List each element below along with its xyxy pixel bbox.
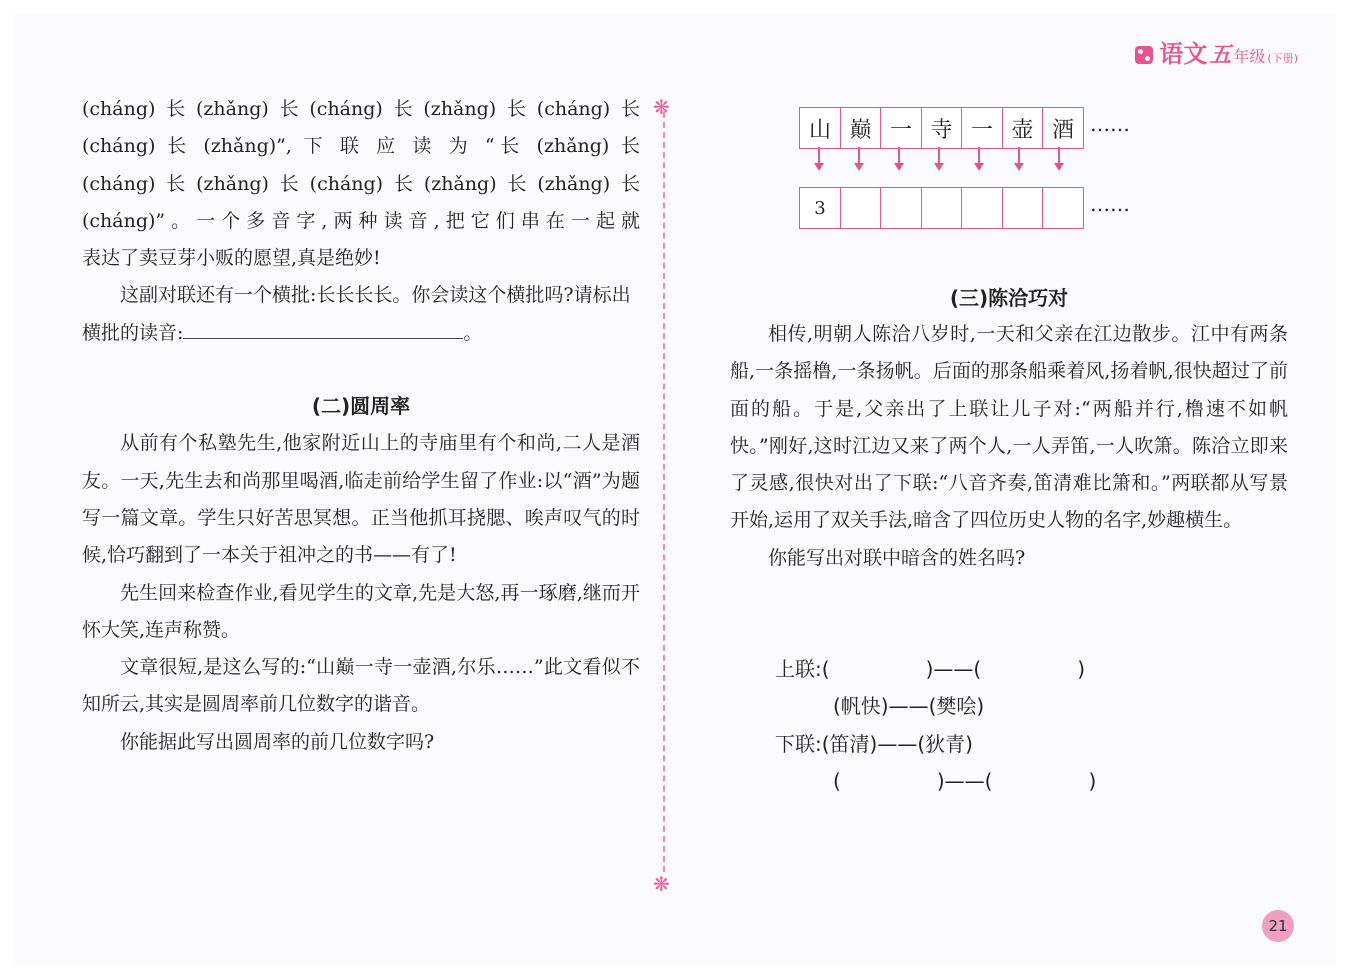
- lower-couplet-label: 下联:: [775, 732, 822, 756]
- question-pi: 你能据此写出圆周率的前几位数字吗?: [120, 730, 435, 753]
- character-grid: [799, 107, 1084, 149]
- grid-cell: 酒: [1042, 107, 1084, 149]
- paren: ): [936, 769, 945, 793]
- lower-couplet-blank-row: [833, 763, 1096, 800]
- digit-cell[interactable]: [921, 187, 963, 229]
- pinyin-line-5: 表达了卖豆芽小贩的愿望,真是绝妙!: [82, 247, 381, 270]
- dash: ——: [933, 657, 974, 681]
- pinyin-line-3: (cháng)长(zhǎng)长(cháng)长(zhǎng)长(zhǎng)长: [82, 172, 640, 195]
- paren: ): [925, 657, 934, 681]
- down-arrow-icon: [959, 147, 999, 173]
- arrow-row: [799, 147, 1079, 173]
- right-column: [730, 316, 1288, 577]
- ellipsis: ……: [1090, 112, 1130, 136]
- story-paragraph-3: 文章很短,是这么写的:“山巅一寺一壶酒,尔乐……”此文看似不知所云,其实是圆周率前几位数字的谐音。: [82, 656, 640, 716]
- header-level: 年级: [1233, 47, 1266, 66]
- grid-cell: 壶: [1002, 107, 1044, 149]
- answer-text: (狄青): [917, 732, 973, 756]
- down-arrow-icon: [879, 147, 919, 173]
- digit-cell[interactable]: [880, 187, 922, 229]
- dice-logo-icon: [1135, 46, 1153, 64]
- dash: ——: [877, 732, 918, 756]
- lower-couplet-row: [775, 726, 973, 763]
- paren: (: [833, 769, 841, 793]
- down-arrow-icon: [799, 147, 839, 173]
- down-arrow-icon: [999, 147, 1039, 173]
- down-arrow-icon: [839, 147, 879, 173]
- question-heng-pi-text: 这副对联还有一个横批:长长长长。你会读这个横批吗?请标出横批的读音:: [82, 284, 631, 344]
- down-arrow-icon: [1039, 147, 1079, 173]
- answer-text: (帆快): [833, 694, 889, 718]
- digit-cell[interactable]: [961, 187, 1003, 229]
- header-grade: 五: [1209, 42, 1232, 68]
- flower-icon: ❋: [653, 872, 670, 896]
- paren: (: [984, 769, 993, 793]
- answer-blank[interactable]: [183, 316, 463, 339]
- column-divider: [663, 112, 665, 872]
- grid-cell: 寺: [921, 107, 963, 149]
- answer-text: (樊哙): [928, 694, 985, 718]
- header-volume: (下册): [1267, 52, 1298, 65]
- pinyin-line-4: (cháng)”。一个多音字,两种读音,把它们串在一起就: [82, 209, 640, 232]
- question-names: 你能写出对联中暗含的姓名吗?: [768, 546, 1026, 569]
- page-number: 21: [1262, 910, 1294, 942]
- paren: (: [973, 657, 982, 681]
- digit-cell[interactable]: [1002, 187, 1044, 229]
- dash: ——: [944, 769, 985, 793]
- ellipsis: ……: [1090, 192, 1130, 216]
- digit-cell[interactable]: [840, 187, 882, 229]
- section-title-chen-qia: (三)陈洽巧对: [949, 286, 1069, 310]
- question-heng-pi: [82, 277, 640, 352]
- answer-text: (笛清): [821, 732, 878, 756]
- paren: ): [1077, 657, 1085, 681]
- upper-couplet-row: [775, 651, 1085, 688]
- grid-cell: 巅: [840, 107, 882, 149]
- upper-couplet-answer: [833, 688, 984, 725]
- chen-qia-story: 相传,明朝人陈洽八岁时,一天和父亲在江边散步。江中有两条船,一条摇橹,一条扬帆。后面的那条船乘着风,扬着帆,很快超过了前面的船。于是,父亲出了上联让儿子对:“两船并行,橹速不如帆快。”刚好,这时江边又来了两个人,一人弄笛,一人吹箫。陈洽立即来了灵感,很快对出了下联:“八音齐奏,笛清难比箫和。”两联都从写景开始,运用了双关手法,暗含了四位历史人物的名字,妙趣横生。: [730, 323, 1288, 532]
- left-column: [82, 91, 640, 761]
- grid-cell: 山: [799, 107, 841, 149]
- question-end-mark: 。: [463, 321, 483, 344]
- story-paragraph-1: 从前有个私塾先生,他家附近山上的寺庙里有个和尚,二人是酒友。一天,先生去和尚那里喝酒,临走前给学生留了作业:以“酒”为题写一篇文章。学生只好苦思冥想。正当他抓耳挠腮、唉声叹气的时候,恰巧翻到了一本关于祖冲之的书——有了!: [82, 432, 640, 567]
- upper-couplet-label: 上联:: [775, 657, 822, 681]
- down-arrow-icon: [919, 147, 959, 173]
- flower-icon: ❋: [653, 95, 670, 119]
- pinyin-line-1: (cháng)长(zhǎng)长(cháng)长(zhǎng)长(cháng)长: [82, 98, 640, 120]
- header-subject: 语文: [1159, 40, 1208, 68]
- grid-cell: 一: [880, 107, 922, 149]
- digit-cell[interactable]: [1042, 187, 1084, 229]
- pinyin-line-2: (cháng) 长 (zhǎng)”, 下 联 应 读 为 “长 (zhǎng) 长: [82, 135, 640, 158]
- section-title-pi: (二)圆周率: [311, 394, 411, 419]
- grid-cell: 一: [961, 107, 1003, 149]
- paren: (: [821, 657, 830, 681]
- digit-grid: [799, 187, 1084, 229]
- dash: ——: [888, 694, 929, 718]
- digit-cell: 3: [799, 187, 841, 229]
- page-header: [1135, 34, 1298, 69]
- story-paragraph-2: 先生回来检查作业,看见学生的文章,先是大怒,再一琢磨,继而开怀大笑,连声称赞。: [82, 581, 640, 641]
- paren: ): [1088, 769, 1097, 793]
